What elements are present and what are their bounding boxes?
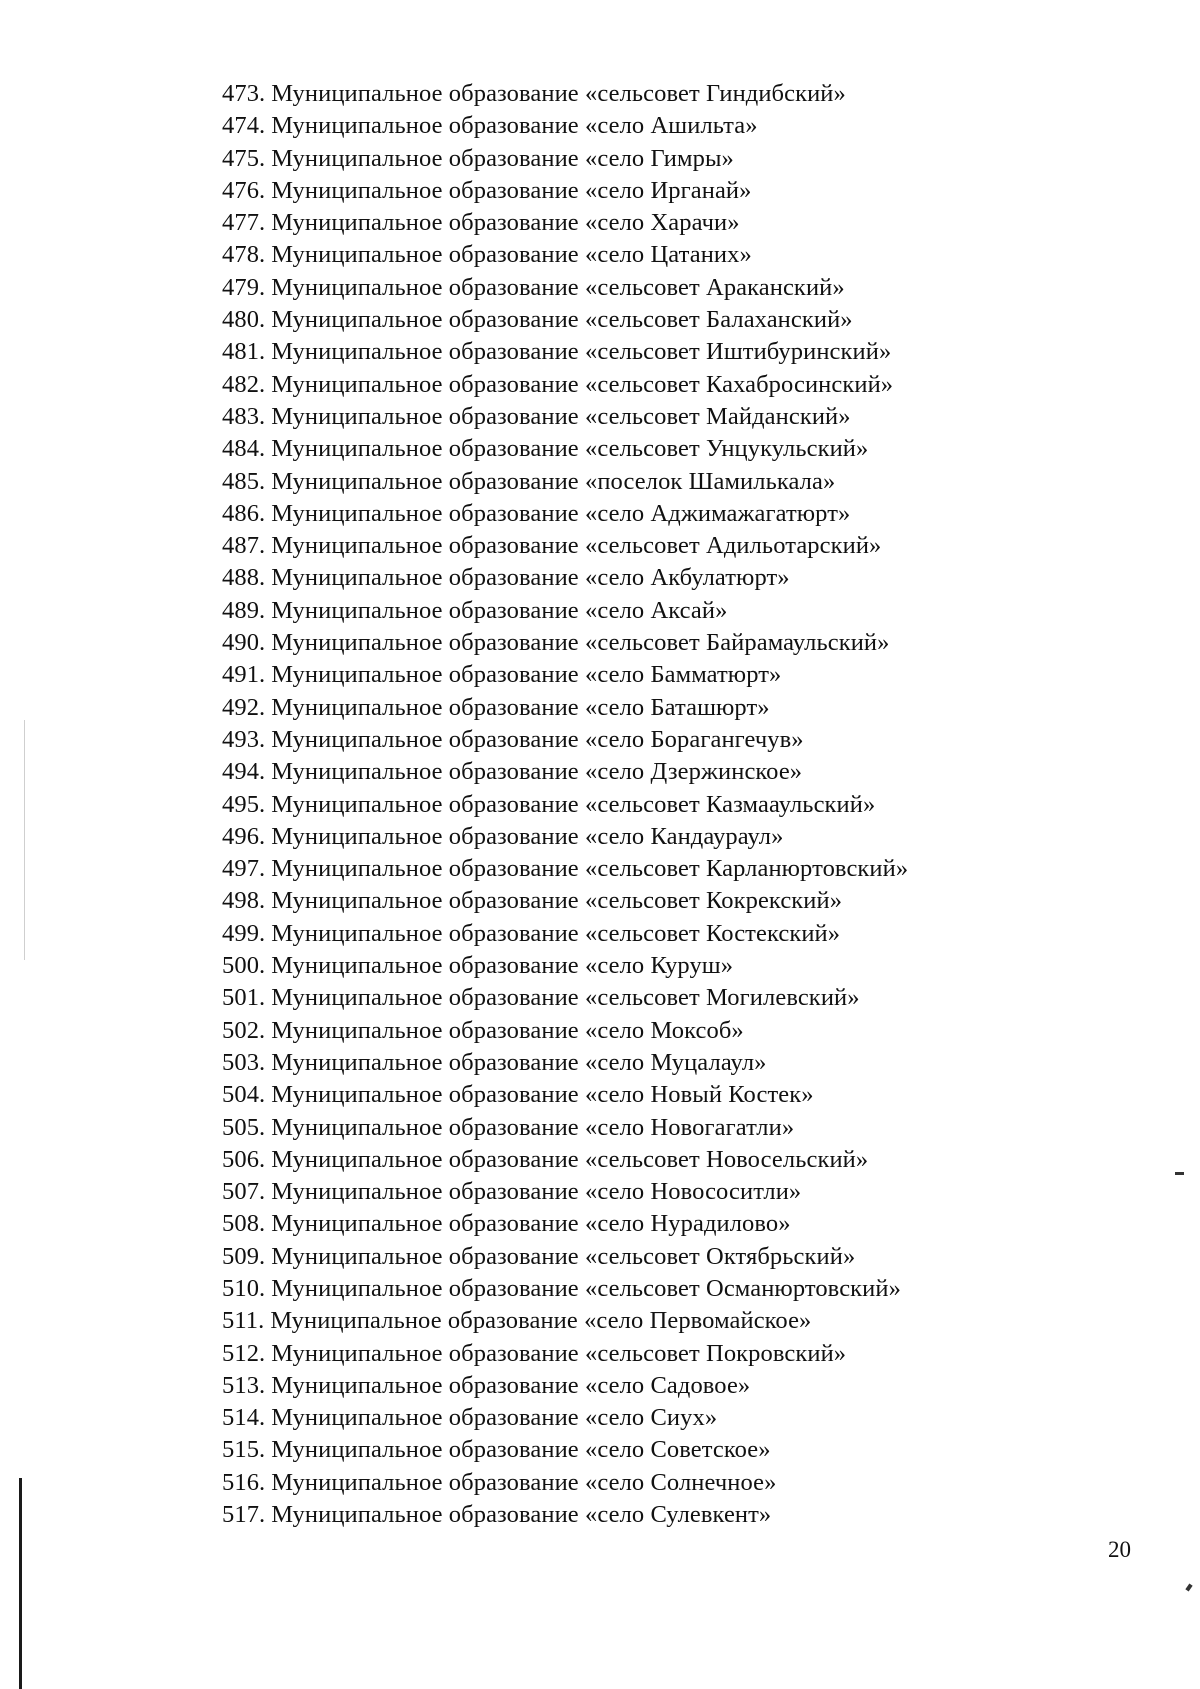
item-text: Муниципальное образование «сельсовет Иштибуринский» [271, 338, 892, 366]
item-number: 505. [222, 1113, 266, 1141]
list-item [222, 1305, 908, 1337]
item-number: 488. [222, 564, 266, 592]
item-text: Муниципальное образование «село Новогагатли» [271, 1113, 795, 1141]
item-text: Муниципальное образование «село Новый Костек» [271, 1081, 814, 1109]
page-number: 20 [1108, 1537, 1131, 1562]
item-text: Муниципальное образование «сельсовет Унцукульский» [271, 435, 869, 463]
item-text: Муниципальное образование «село Гимры» [271, 144, 734, 172]
item-number: 514. [222, 1404, 266, 1432]
item-text: Муниципальное образование «село Аджимажагатюрт» [271, 499, 851, 527]
list-item [222, 433, 908, 465]
item-number: 502. [222, 1016, 266, 1044]
item-number: 504. [222, 1081, 266, 1109]
list-item [222, 1338, 908, 1370]
list-item [222, 1176, 908, 1208]
item-text: Муниципальное образование «сельсовет Османюртовский» [271, 1274, 901, 1302]
item-number: 491. [222, 661, 266, 689]
item-number: 486. [222, 499, 266, 527]
list-item [222, 853, 908, 885]
list-item [222, 336, 908, 368]
municipality-list [222, 78, 908, 1531]
item-text: Муниципальное образование «сельсовет Майданский» [271, 402, 851, 430]
item-text: Муниципальное образование «село Дзержинское» [271, 758, 803, 786]
item-text: Муниципальное образование «село Первомайское» [270, 1307, 812, 1335]
item-number: 508. [222, 1210, 266, 1238]
item-text: Муниципальное образование «село Муцалаул» [271, 1048, 767, 1076]
scan-artifact-faint-line [24, 720, 25, 960]
list-item [222, 1434, 908, 1466]
item-text: Муниципальное образование «село Аксай» [271, 596, 728, 624]
item-text: Муниципальное образование «сельсовет Карланюртовский» [271, 855, 909, 883]
item-text: Муниципальное образование «поселок Шамилькала» [271, 467, 836, 495]
item-text: Муниципальное образование «село Бамматюрт» [271, 661, 782, 689]
item-text: Муниципальное образование «село Сулевкент» [271, 1501, 772, 1529]
item-text: Муниципальное образование «сельсовет Октябрьский» [271, 1242, 856, 1270]
item-number: 493. [222, 725, 266, 753]
item-number: 481. [222, 338, 266, 366]
item-number: 498. [222, 887, 266, 915]
item-text: Муниципальное образование «сельсовет Адильотарский» [271, 532, 882, 560]
item-number: 501. [222, 984, 266, 1012]
list-item [222, 692, 908, 724]
item-text: Муниципальное образование «село Солнечное» [271, 1468, 777, 1496]
list-item [222, 659, 908, 691]
item-number: 482. [222, 370, 266, 398]
scan-artifact-corner-mark [1185, 1583, 1192, 1591]
list-item [222, 1499, 908, 1531]
list-item [222, 789, 908, 821]
list-item [222, 1273, 908, 1305]
item-text: Муниципальное образование «село Советское» [271, 1436, 771, 1464]
list-item [222, 401, 908, 433]
item-number: 474. [222, 112, 266, 140]
item-number: 516. [222, 1468, 266, 1496]
item-number: 499. [222, 919, 266, 947]
item-number: 479. [222, 273, 266, 301]
list-item [222, 1015, 908, 1047]
list-item [222, 207, 908, 239]
list-item [222, 1467, 908, 1499]
item-number: 490. [222, 629, 266, 657]
list-item [222, 1112, 908, 1144]
item-text: Муниципальное образование «сельсовет Араканский» [271, 273, 845, 301]
list-item [222, 498, 908, 530]
list-item [222, 1144, 908, 1176]
item-text: Муниципальное образование «село Моксоб» [271, 1016, 744, 1044]
scan-artifact-mark [1175, 1172, 1184, 1175]
item-number: 483. [222, 402, 266, 430]
item-number: 496. [222, 822, 266, 850]
item-text: Муниципальное образование «сельсовет Кокрекский» [271, 887, 843, 915]
list-item [222, 627, 908, 659]
item-text: Муниципальное образование «сельсовет Гиндибский» [271, 80, 846, 107]
list-item [222, 78, 908, 110]
item-number: 507. [222, 1178, 266, 1206]
item-text: Муниципальное образование «сельсовет Балаханский» [271, 306, 853, 334]
item-number: 517. [222, 1501, 266, 1529]
item-text: Муниципальное образование «село Нурадилово» [271, 1210, 791, 1238]
item-text: Муниципальное образование «село Акбулатюрт» [271, 564, 790, 592]
item-number: 476. [222, 176, 266, 204]
item-number: 512. [222, 1339, 266, 1367]
item-text: Муниципальное образование «сельсовет Кахабросинский» [271, 370, 894, 398]
list-item [222, 1208, 908, 1240]
item-number: 495. [222, 790, 266, 818]
list-item [222, 369, 908, 401]
item-number: 485. [222, 467, 266, 495]
item-text: Муниципальное образование «сельсовет Костекский» [271, 919, 841, 947]
item-number: 494. [222, 758, 266, 786]
list-item [222, 885, 908, 917]
item-text: Муниципальное образование «село Кандаураул» [271, 822, 784, 850]
item-number: 477. [222, 209, 266, 237]
list-item [222, 304, 908, 336]
item-text: Муниципальное образование «сельсовет Байрамаульский» [271, 629, 890, 657]
item-number: 511. [222, 1307, 265, 1335]
list-item [222, 1370, 908, 1402]
item-text: Муниципальное образование «село Борагангечув» [271, 725, 804, 753]
item-number: 487. [222, 532, 266, 560]
list-item [222, 110, 908, 142]
item-text: Муниципальное образование «сельсовет Казмааульский» [271, 790, 876, 818]
item-text: Муниципальное образование «село Садовое» [271, 1371, 751, 1399]
item-text: Муниципальное образование «село Сиух» [271, 1404, 718, 1432]
item-number: 515. [222, 1436, 266, 1464]
item-number: 513. [222, 1371, 266, 1399]
list-item [222, 272, 908, 304]
list-item [222, 821, 908, 853]
item-number: 500. [222, 952, 266, 980]
scan-artifact-left-edge [19, 1478, 22, 1689]
item-number: 484. [222, 435, 266, 463]
list-item [222, 918, 908, 950]
list-item [222, 175, 908, 207]
item-text: Муниципальное образование «сельсовет Покровский» [271, 1339, 847, 1367]
item-number: 497. [222, 855, 266, 883]
item-number: 478. [222, 241, 266, 269]
item-text: Муниципальное образование «село Харачи» [271, 209, 740, 237]
item-text: Муниципальное образование «сельсовет Новосельский» [271, 1145, 869, 1173]
list-item [222, 1402, 908, 1434]
item-number: 510. [222, 1274, 266, 1302]
item-number: 492. [222, 693, 266, 721]
item-number: 475. [222, 144, 266, 172]
list-item [222, 466, 908, 498]
list-item [222, 530, 908, 562]
item-text: Муниципальное образование «село Цатаних» [271, 241, 752, 269]
item-text: Муниципальное образование «село Ирганай» [271, 176, 752, 204]
list-item [222, 756, 908, 788]
item-text: Муниципальное образование «сельсовет Могилевский» [271, 984, 860, 1012]
list-item [222, 1241, 908, 1273]
list-item [222, 143, 908, 175]
list-item [222, 1079, 908, 1111]
item-text: Муниципальное образование «село Баташюрт» [271, 693, 770, 721]
item-number: 480. [222, 306, 266, 334]
item-text: Муниципальное образование «село Куруш» [271, 952, 734, 980]
list-item [222, 239, 908, 271]
list-item [222, 982, 908, 1014]
item-text: Муниципальное образование «село Ашильта» [271, 112, 758, 140]
item-number: 473. [222, 80, 266, 107]
list-item [222, 562, 908, 594]
list-item [222, 724, 908, 756]
list-item [222, 950, 908, 982]
item-number: 509. [222, 1242, 266, 1270]
list-item [222, 595, 908, 627]
list-item [222, 1047, 908, 1079]
item-number: 503. [222, 1048, 266, 1076]
item-number: 489. [222, 596, 266, 624]
item-text: Муниципальное образование «село Новососитли» [271, 1178, 802, 1206]
item-number: 506. [222, 1145, 266, 1173]
